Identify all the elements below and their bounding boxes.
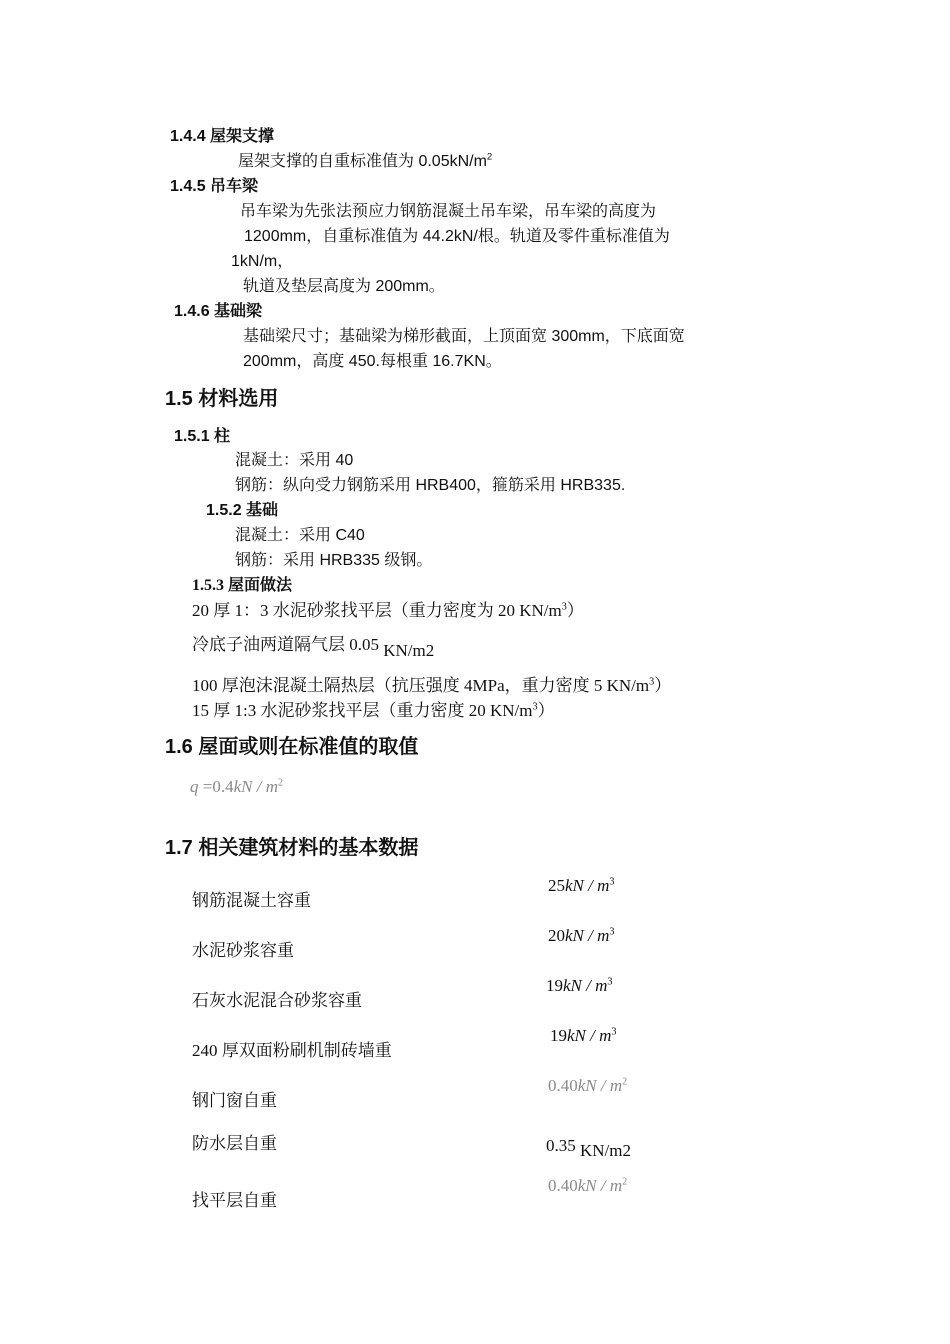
heading-1-4-6: 1.4.6 基础梁	[174, 303, 263, 320]
material-value	[548, 927, 614, 944]
crane-beam-line-4: 轨道及垫层高度为 200mm。	[243, 278, 445, 295]
material-value-number: 20	[548, 926, 565, 945]
material-value-unit: kN / m	[565, 926, 610, 945]
material-value-exponent: 3	[611, 1026, 617, 1038]
material-label: 240 厚双面粉刷机制砖墙重	[192, 1041, 392, 1060]
heading-1-4-4: 1.4.4 屋架支撑	[170, 128, 275, 145]
material-label: 防水层自重	[192, 1134, 277, 1153]
material-value-number: 0.35	[546, 1136, 576, 1155]
material-value	[550, 1027, 616, 1044]
material-label: 钢门窗自重	[192, 1091, 277, 1110]
material-value-number: 25	[548, 876, 565, 895]
material-value-exponent: 3	[607, 976, 613, 988]
roof-truss-bracing-text: 屋架支撑的自重标准值为 $0.05kN/m^2$	[238, 151, 493, 170]
heading-1-5-3: 1.5.3 屋面做法	[192, 577, 293, 594]
heading-1-7: 1.7 相关建筑材料的基本数据	[165, 837, 419, 859]
roof-live-load-formula: $q =0.4kN / m^2$	[190, 777, 284, 796]
material-value-number: 0.40	[548, 1076, 578, 1095]
material-value-number: 0.40	[548, 1176, 578, 1195]
material-value-unit: kN / m	[577, 1076, 623, 1095]
material-value	[546, 1136, 631, 1160]
material-value	[546, 977, 612, 994]
material-value	[548, 1177, 627, 1194]
roof-layer-3: 100 厚泡沫混凝土隔热层（抗压强度 4MPa，重力密度 5 $KN/m^3$）	[192, 676, 672, 695]
roof-layer-1: 20 厚 1：3 水泥砂浆找平层（重力密度为 20 $KN/m^3$）	[192, 601, 584, 620]
heading-1-5: 1.5 材料选用	[165, 388, 279, 410]
material-label: 石灰水泥混合砂浆容重	[192, 991, 362, 1010]
material-value-unit: kN / m	[563, 976, 608, 995]
heading-1-5-1: 1.5.1 柱	[174, 428, 231, 445]
material-value-exponent: 3	[609, 926, 615, 938]
crane-beam-line-1: 吊车梁为先张法预应力钢筋混凝土吊车梁，吊车梁的高度为	[240, 203, 657, 220]
material-label: 钢筋混凝土容重	[192, 891, 311, 910]
roof-layer-2: 冷底子油两道隔气层 0.05 KN/m2	[192, 635, 435, 660]
material-value-number: 19	[546, 976, 563, 995]
heading-1-5-2: 1.5.2 基础	[206, 502, 279, 519]
material-value	[548, 1077, 627, 1094]
material-value-exponent: 2	[622, 1176, 628, 1188]
roof-layer-4: 15 厚 1:3 水泥砂浆找平层（重力密度 20 $KN/m^3$）	[192, 701, 555, 720]
material-value-unit: kN / m	[577, 1176, 623, 1195]
foundation-concrete-text: 混凝土：采用 C40	[235, 527, 365, 544]
foundation-rebar-text: 钢筋：采用 HRB335 级钢。	[235, 552, 433, 569]
material-value-exponent: 3	[609, 876, 615, 888]
foundation-beam-line-1: 基础梁尺寸；基础梁为梯形截面，上顶面宽 300mm，下底面宽	[243, 328, 685, 345]
material-label: 找平层自重	[192, 1191, 277, 1210]
heading-1-6: 1.6 屋面或则在标准值的取值	[165, 736, 419, 758]
material-value	[548, 877, 614, 894]
material-value-unit: kN / m	[567, 1026, 612, 1045]
column-rebar-text: 钢筋：纵向受力钢筋采用 HRB400，箍筋采用 HRB335.	[235, 477, 626, 494]
crane-beam-line-2: 1200mm，自重标准值为 44.2kN/根。轨道及零件重标准值为	[244, 228, 670, 245]
column-concrete-text: 混凝土：采用 40	[235, 452, 354, 469]
material-value-number: 19	[550, 1026, 567, 1045]
heading-1-4-5: 1.4.5 吊车梁	[170, 178, 259, 195]
material-value-unit: KN/m2	[575, 1141, 631, 1160]
foundation-beam-line-2: 200mm，高度 450.每根重 16.7KN。	[243, 353, 502, 370]
material-label: 水泥砂浆容重	[192, 941, 294, 960]
material-value-unit: kN / m	[565, 876, 610, 895]
material-value-exponent: 2	[622, 1076, 628, 1088]
crane-beam-line-3: 1kN/m，	[231, 253, 294, 270]
